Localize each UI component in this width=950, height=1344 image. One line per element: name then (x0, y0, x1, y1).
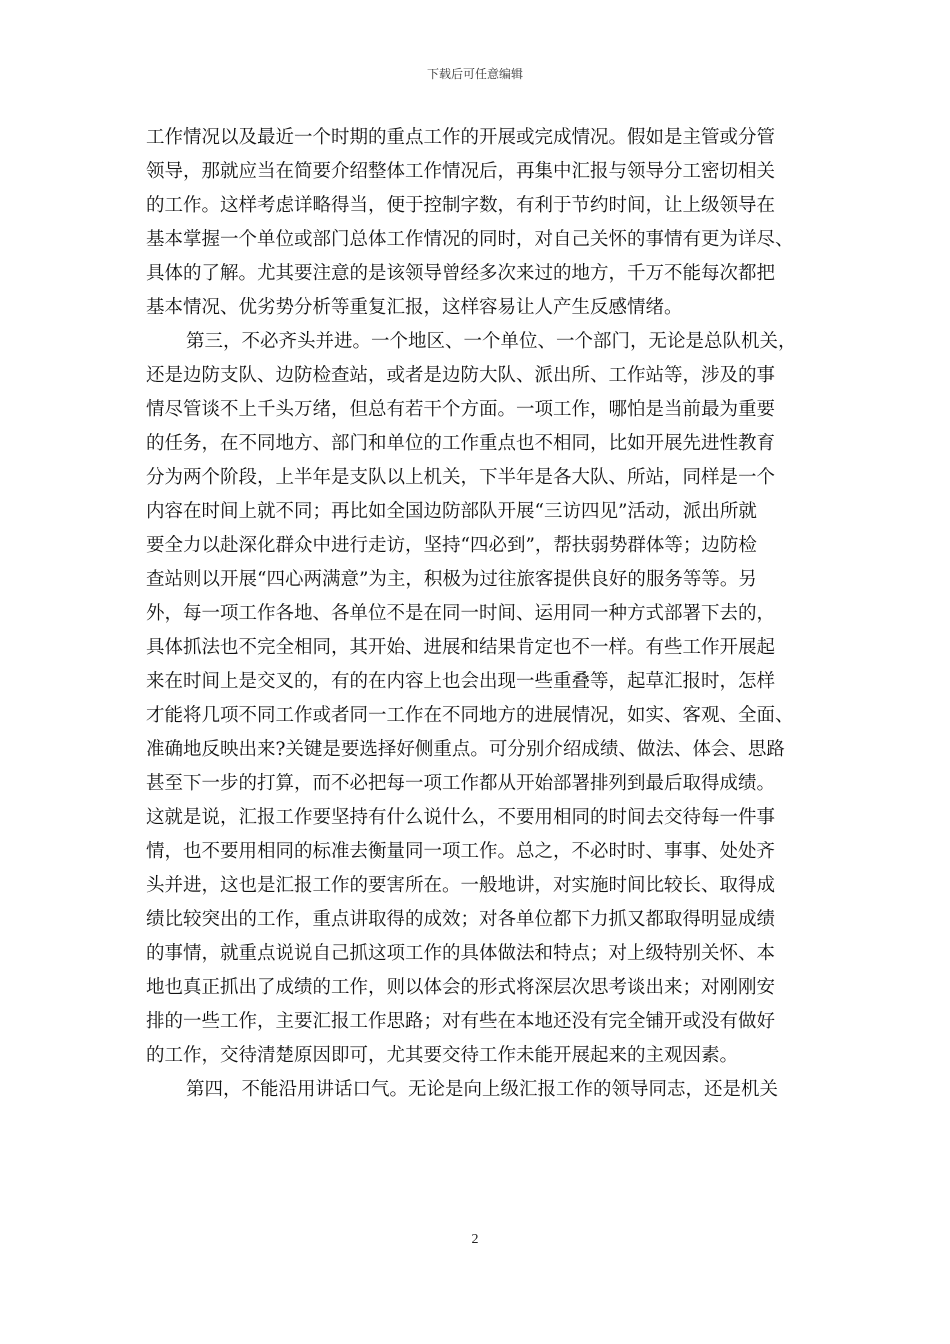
text-line: 工作情况以及最近一个时期的重点工作的开展或完成情况。假如是主管或分管 (146, 127, 776, 148)
text-line: 还是边防支队、边防检查站，或者是边防大队、派出所、工作站等，涉及的事 (146, 365, 776, 386)
text-line: 具体的了解。尤其要注意的是该领导曾经多次来过的地方，千万不能每次都把 (146, 263, 776, 284)
text-line: 分为两个阶段，上半年是支队以上机关，下半年是各大队、所站，同样是一个 (146, 467, 776, 488)
text-line: 的任务，在不同地方、部门和单位的工作重点也不相同，比如开展先进性教育 (146, 433, 776, 454)
text-line: 查站则以开展“四心两满意”为主，积极为过往旅客提供良好的服务等等。另 (146, 569, 757, 590)
text-line: 才能将几项不同工作或者同一工作在不同地方的进展情况，如实、客观、全面、 (146, 705, 794, 726)
text-line: 基本情况、优劣势分析等重复汇报，这样容易让人产生反感情绪。 (146, 297, 683, 318)
page-number: 2 (471, 1232, 479, 1247)
text-line: 头并进，这也是汇报工作的要害所在。一般地讲，对实施时间比较长、取得成 (146, 875, 776, 896)
text-line: 来在时间上是交叉的，有的在内容上也会出现一些重叠等，起草汇报时，怎样 (146, 671, 776, 692)
text-line: 第四，不能沿用讲话口气。无论是向上级汇报工作的领导同志，还是机关 (186, 1079, 779, 1100)
text-line: 内容在时间上就不同；再比如全国边防部队开展“三访四见”活动，派出所就 (146, 501, 757, 522)
text-line: 情尽管谈不上千头万绪，但总有若干个方面。一项工作，哪怕是当前最为重要 (146, 399, 776, 420)
text-line: 基本掌握一个单位或部门总体工作情况的同时，对自己关怀的事情有更为详尽、 (146, 229, 794, 250)
text-line: 的事情，就重点说说自己抓这项工作的具体做法和特点；对上级特别关怀、本 (146, 943, 776, 964)
text-line: 具体抓法也不完全相同，其开始、进展和结果肯定也不一样。有些工作开展起 (146, 637, 776, 658)
page-header: 下载后可任意编辑 (426, 67, 523, 81)
text-line: 领导，那就应当在简要介绍整体工作情况后，再集中汇报与领导分工密切相关 (146, 161, 776, 182)
text-line: 外，每一项工作各地、各单位不是在同一时间、运用同一种方式部署下去的， (146, 603, 776, 624)
text-line: 甚至下一步的打算，而不必把每一项工作都从开始部署排列到最后取得成绩。 (146, 773, 776, 794)
text-line: 第三，不必齐头并进。一个地区、一个单位、一个部门，无论是总队机关， (186, 331, 797, 352)
text-line: 准确地反映出来?关键是要选择好侧重点。可分别介绍成绩、做法、体会、思路 (146, 739, 785, 760)
text-line: 的工作，交待清楚原因即可，尤其要交待工作未能开展起来的主观因素。 (146, 1045, 739, 1066)
text-line: 绩比较突出的工作，重点讲取得的成效；对各单位都下力抓又都取得明显成绩 (146, 909, 776, 930)
text-line: 排的一些工作，主要汇报工作思路；对有些在本地还没有完全铺开或没有做好 (146, 1011, 776, 1032)
text-line: 地也真正抓出了成绩的工作，则以体会的形式将深层次思考谈出来；对刚刚安 (146, 977, 776, 998)
text-line: 的工作。这样考虑详略得当，便于控制字数，有利于节约时间，让上级领导在 (146, 195, 776, 216)
text-line: 情，也不要用相同的标准去衡量同一项工作。总之，不必时时、事事、处处齐 (146, 841, 776, 862)
text-line: 这就是说，汇报工作要坚持有什么说什么，不要用相同的时间去交待每一件事 (146, 807, 776, 828)
text-line: 要全力以赴深化群众中进行走访，坚持“四必到”，帮扶弱势群体等；边防检 (146, 535, 757, 556)
